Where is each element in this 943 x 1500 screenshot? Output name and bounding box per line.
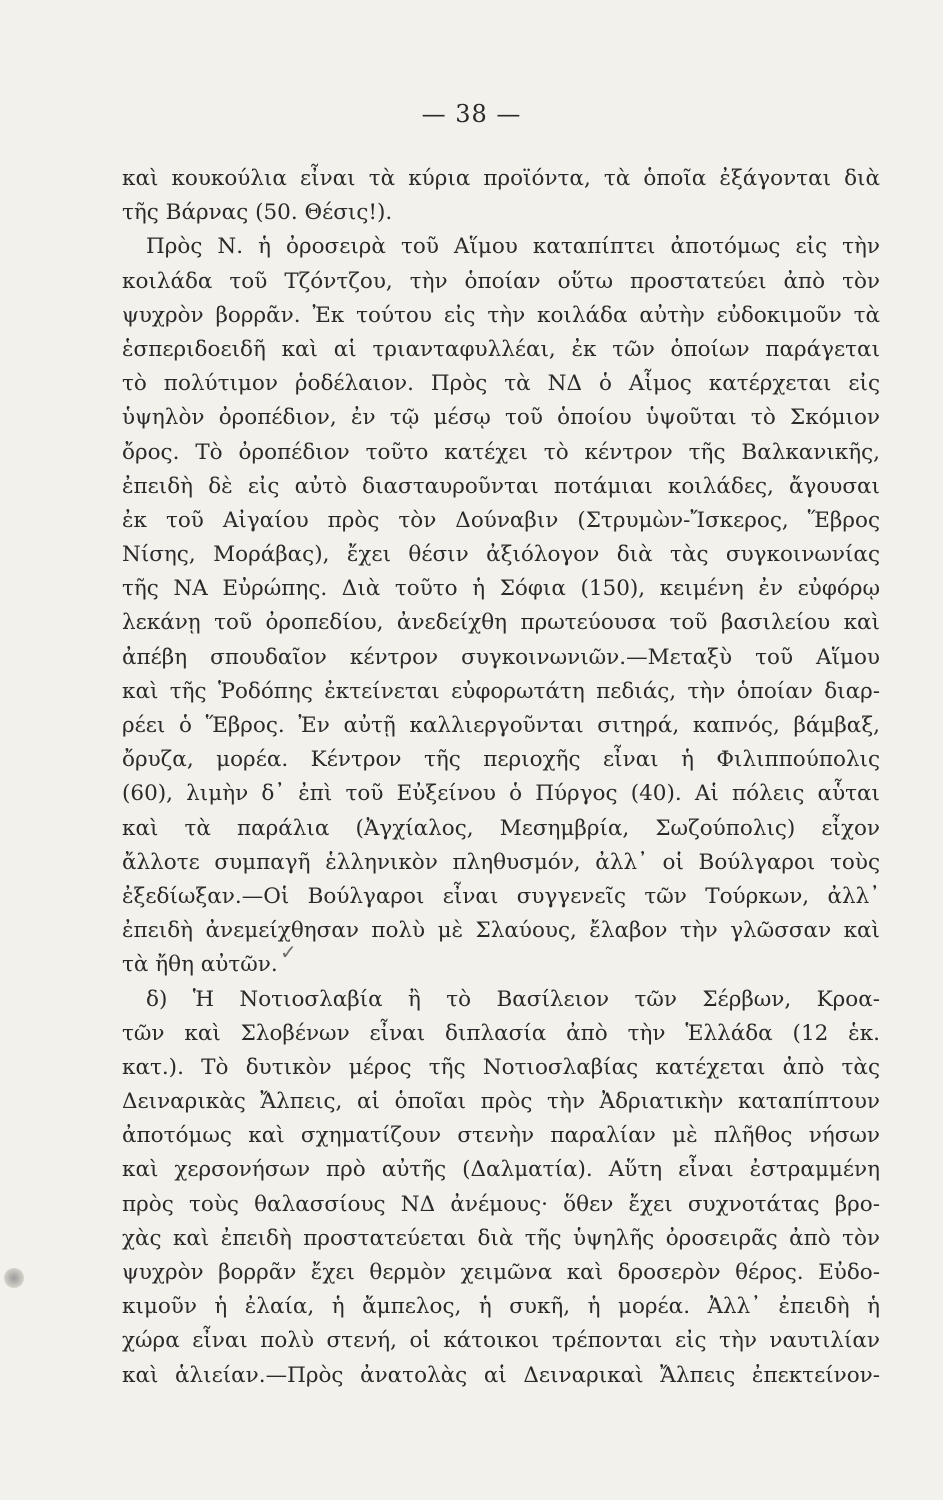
text-line: τῶν καὶ Σλοβένων εἶναι διπλασία ἀπὸ τὴν Ἑλλάδα (12 ἑκ. <box>122 1020 880 1046</box>
text-line: λεκάνῃ τοῦ ὀροπεδίου, ἀνεδείχθη πρωτεύουσα τοῦ βασιλείου καὶ <box>122 610 880 636</box>
text-line: κιμοῦν ἡ ἐλαία, ἡ ἄμπελος, ἡ συκῆ, ἡ μορέα. Ἀλλ᾽ ἐπειδὴ ἡ <box>122 1294 880 1320</box>
text-line: ἄλλοτε συμπαγῆ ἑλληνικὸν πληθυσμόν, ἀλλ᾽ οἱ Βούλγαροι τοὺς <box>122 849 880 875</box>
text-line: πρὸς τοὺς θαλασσίους ΝΔ ἀνέμους· ὅθεν ἔχει συχνοτάτας βρο- <box>122 1191 880 1217</box>
text-line: τὰ ἤθη αὐτῶν. <box>122 952 278 978</box>
text-line: τῆς ΝΑ Εὐρώπης. Διὰ τοῦτο ἡ Σόφια (150), κειμένη ἐν εὐφόρῳ <box>122 576 880 602</box>
text-line: τὸ πολύτιμον ῥοδέλαιον. Πρὸς τὰ ΝΔ ὁ Αἷμος κατέρχεται εἰς <box>122 371 880 397</box>
text-line: ἑσπεριδοειδῆ καὶ αἱ τριανταφυλλέαι, ἐκ τῶν ὁποίων παράγεται <box>122 336 880 362</box>
text-line: ψυχρὸν βορρᾶν. Ἐκ τούτου εἰς τὴν κοιλάδα αὐτὴν εὐδοκιμοῦν τὰ <box>122 302 880 328</box>
text-line: κοιλάδα τοῦ Τζόντζου, τὴν ὁποίαν οὕτω προστατεύει ἀπὸ τὸν <box>122 268 880 294</box>
text-line: ἐπειδὴ δὲ εἰς αὐτὸ διασταυροῦνται ποτάμιαι κοιλάδες, ἄγουσαι <box>122 473 880 499</box>
text-line: χώρα εἶναι πολὺ στενή, οἱ κάτοικοι τρέπονται εἰς τὴν ναυτιλίαν <box>122 1328 880 1354</box>
text-line: καὶ ἁλιείαν.—Πρὸς ἀνατολὰς αἱ Δειναρικαὶ Ἄλπεις ἐπεκτείνον- <box>122 1362 880 1388</box>
text-line: καὶ τὰ παράλια (Ἀγχίαλος, Μεσημβρία, Σωζούπολις) εἶχον <box>122 815 880 841</box>
text-line: ψυχρὸν βορρᾶν ἔχει θερμὸν χειμῶνα καὶ δροσερὸν θέρος. Εὐδο- <box>122 1260 880 1285</box>
text-line: ἐξεδίωξαν.—Οἱ Βούλγαροι εἶναι συγγενεῖς τῶν Τούρκων, ἀλλ᾽ <box>122 883 880 909</box>
text-line: ὑψηλὸν ὀροπέδιον, ἐν τῷ μέσῳ τοῦ ὁποίου ὑψοῦται τὸ Σκόμιον <box>122 405 880 431</box>
text-line: Δειναρικὰς Ἄλπεις, αἱ ὁποῖαι πρὸς τὴν Ἀδριατικὴν καταπίπτουν <box>122 1089 880 1115</box>
text-line: κατ.). Τὸ δυτικὸν μέρος τῆς Νοτιοσλαβίας κατέχεται ἀπὸ τὰς <box>122 1054 880 1080</box>
page-number: — 38 — <box>421 100 522 128</box>
paper-stain <box>4 1268 24 1288</box>
text-line: χὰς καὶ ἐπειδὴ προστατεύεται διὰ τῆς ὑψηλῆς ὀροσειρᾶς ἀπὸ τὸν <box>122 1225 880 1251</box>
text-line: (60), λιμὴν δ᾽ ἐπὶ τοῦ Εὐξείνου ὁ Πύργος (40). Αἱ πόλεις αὗται <box>122 781 880 807</box>
text-line: καὶ χερσονήσων πρὸ αὐτῆς (Δαλματία). Αὕτη εἶναι ἐστραμμένη <box>122 1157 880 1183</box>
text-line: ρέει ὁ Ἕβρος. Ἐν αὐτῇ καλλιεργοῦνται σιτηρά, καπνός, βάμβαξ, <box>122 713 880 738</box>
pencil-check-mark: ✓ <box>280 940 297 964</box>
text-line: Νίσης, Μοράβας), ἔχει θέσιν ἀξιόλογον διὰ τὰς συγκοινωνίας <box>122 542 880 568</box>
text-line: Πρὸς Ν. ἡ ὀροσειρὰ τοῦ Αἵμου καταπίπτει ἀποτόμως εἰς τὴν <box>146 234 880 260</box>
text-line: ἐπειδὴ ἀνεμείχθησαν πολὺ μὲ Σλαύους, ἔλαβον τὴν γλῶσσαν καὶ <box>122 918 880 944</box>
section-heading-line: δ) Ἡ Νοτιοσλαβία ἢ τὸ Βασίλειον τῶν Σέρβων, Κροα- <box>146 986 880 1012</box>
text-line: τῆς Βάρνας (50. Θέσις!). <box>122 200 393 226</box>
body-text <box>122 162 880 1393</box>
text-line: ὄρος. Τὸ ὀροπέδιον τοῦτο κατέχει τὸ κέντρον τῆς Βαλκανικῆς, <box>122 439 880 465</box>
text-line: ἀπέβη σπουδαῖον κέντρον συγκοινωνιῶν.—Μεταξὺ τοῦ Αἵμου <box>122 644 880 670</box>
text-line: ὄρυζα, μορέα. Κέντρον τῆς περιοχῆς εἶναι ἡ Φιλιππούπολις <box>122 747 880 773</box>
text-line: καὶ τῆς Ῥοδόπης ἐκτείνεται εὐφορωτάτη πεδιάς, τὴν ὁποίαν διαρ- <box>122 678 880 704</box>
text-line: ἀποτόμως καὶ σχηματίζουν στενὴν παραλίαν μὲ πλῆθος νήσων <box>122 1123 880 1149</box>
text-line: ἐκ τοῦ Αἰγαίου πρὸς τὸν Δούναβιν (Στρυμὼν-Ἴσκερος, Ἕβρος <box>122 507 880 533</box>
text-line: καὶ κουκούλια εἶναι τὰ κύρια προϊόντα, τὰ ὁποῖα ἐξάγονται διὰ <box>122 166 880 191</box>
